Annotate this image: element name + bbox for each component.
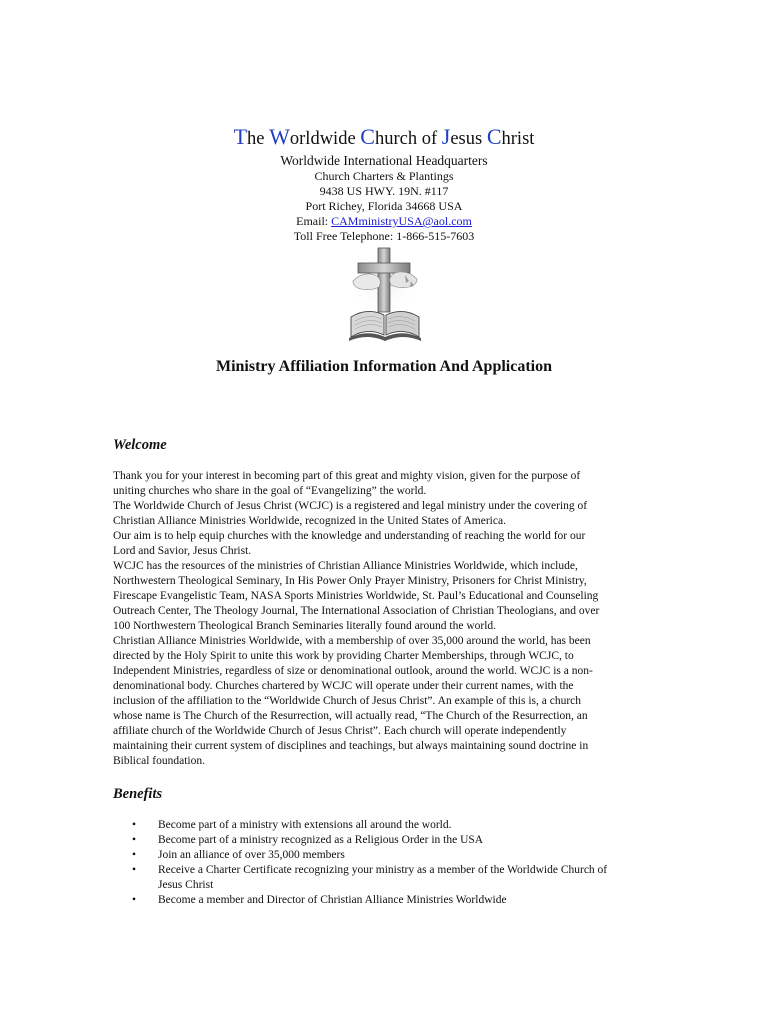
email-label: Email: [296,214,332,228]
city-state-zip: Port Richey, Florida 34668 USA [305,199,463,213]
welcome-line: Christian Alliance Ministries Worldwide, with a membership of over 35,000 around the world, has been [113,635,591,647]
headquarters-subtitle: Worldwide International Headquarters [280,153,488,168]
list-item [113,818,673,833]
title-word: Christ [486,124,535,149]
letterhead [0,124,768,244]
welcome-line: uniting churches who share in the goal of “Evangelizing” the world. [113,485,427,497]
benefit-text: Join an alliance of over 35,000 members [158,849,345,861]
welcome-line: Thank you for your interest in becoming part of this great and mighty vision, given for the purpose of [113,470,581,482]
welcome-line: denominational body. Churches chartered by WCJC will operate under their current names, with the [113,680,574,692]
benefit-text-continued: Jesus Christ [158,879,214,891]
title-word: Jesus [441,124,487,149]
welcome-line: Our aim is to help equip churches with the knowledge and understanding of reaching the world for our [113,530,586,542]
welcome-line: Outreach Center, The Theology Journal, The International Association of Christian Theologians, and over [113,605,600,617]
benefit-text: Receive a Charter Certificate recognizing your ministry as a member of the Worldwide Church of [158,864,608,876]
bullet-icon: • [132,834,137,846]
benefits-heading: Benefits [113,786,163,802]
welcome-line: inclusion of the affiliation to the “Worldwide Church of Jesus Christ”. An example of this is, a church [113,695,582,707]
welcome-line: 100 Northwestern Theological Branch Seminaries literally found around the world. [113,620,497,632]
benefit-text: Become a member and Director of Christian Alliance Ministries Worldwide [158,894,507,906]
welcome-line: Firescape Evangelistic Team, NASA Sports Ministries Worldwide, St. Paul’s Educational and Counseling [113,590,599,602]
welcome-line: maintaining their current system of disciplines and teachings, but always maintaining sound doctrine in [113,740,589,752]
list-item [113,833,673,848]
welcome-line: Independent Ministries, regardless of size or denominational outlook, around the world. WCJC is a non- [113,665,593,677]
list-item [113,848,673,863]
bullet-icon: • [132,864,137,876]
organization-title [0,124,768,152]
welcome-heading: Welcome [113,437,167,453]
welcome-line: Northwestern Theological Seminary, In His Power Only Prayer Ministry, Prisoners for Christ Ministry, [113,575,587,587]
welcome-line: directed by the Holy Spirit to unite this work by providing Charter Memberships, through WCJC, to [113,650,574,662]
benefits-list [113,818,673,908]
welcome-line: Christian Alliance Ministries Worldwide, recognized in the United States of America. [113,515,506,527]
list-item [113,893,673,908]
benefit-text: Become part of a ministry with extensions all around the world. [158,819,452,831]
list-item [113,863,673,893]
bullet-icon: • [132,894,137,906]
charters-line: Church Charters & Plantings [314,169,454,183]
email-link[interactable]: CAMministryUSA@aol.com [331,214,472,228]
bullet-icon: • [132,819,137,831]
email-line [0,214,768,229]
welcome-line: whose name is The Church of the Resurrection, will actually read, “The Church of the Resurrection, an [113,710,588,722]
phone-line: Toll Free Telephone: 1-866-515-7603 [293,229,475,243]
welcome-line: Biblical foundation. [113,755,205,767]
benefit-text: Become part of a ministry recognized as a Religious Order in the USA [158,834,484,846]
cross-with-open-bible-icon [345,245,425,342]
welcome-line: WCJC has the resources of the ministries of Christian Alliance Ministries Worldwide, which include, [113,560,578,572]
document-title: Ministry Affiliation Information And Application [215,358,553,375]
title-word: The [233,124,270,149]
title-word: Church of [360,124,442,149]
bullet-icon: • [132,849,137,861]
welcome-line: The Worldwide Church of Jesus Christ (WCJC) is a registered and legal ministry under the covering of [113,500,588,512]
street-address: 9438 US HWY. 19N. #117 [319,184,449,198]
title-word: Worldwide [269,124,361,149]
welcome-line: affiliate church of the Worldwide Church of Jesus Christ”. Each church will operate independently [113,725,567,737]
welcome-body [113,469,673,769]
welcome-line: Lord and Savior, Jesus Christ. [113,545,252,557]
